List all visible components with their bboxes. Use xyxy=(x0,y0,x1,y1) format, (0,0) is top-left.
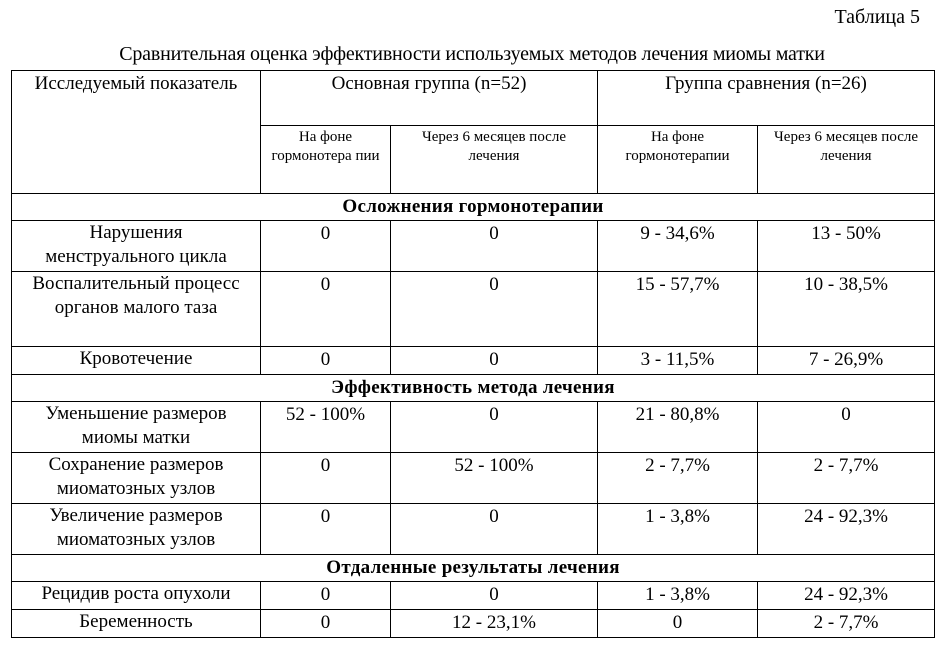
cell-main-after: 0 xyxy=(391,582,598,610)
header-param: Исследуемый показатель xyxy=(12,71,261,194)
table-row xyxy=(12,610,935,638)
row-param: Воспалительный процесс органов малого таза xyxy=(12,272,261,347)
table-row xyxy=(12,582,935,610)
cell-cmp-during: 1 - 3,8% xyxy=(598,582,758,610)
row-param: Беременность xyxy=(12,610,261,638)
header-cmp-after: Через 6 месяцев после лечения xyxy=(758,126,935,194)
section-title: Осложнения гормонотерапии xyxy=(12,194,935,221)
cell-cmp-during: 9 - 34,6% xyxy=(598,221,758,272)
section-row xyxy=(12,375,935,402)
table-caption: Сравнительная оценка эффективности используемых методов лечения миомы матки xyxy=(119,43,825,65)
section-row xyxy=(12,194,935,221)
cell-cmp-after: 24 - 92,3% xyxy=(758,504,935,555)
cell-cmp-after: 10 - 38,5% xyxy=(758,272,935,347)
row-param: Нарушения менструального цикла xyxy=(12,221,261,272)
cell-cmp-during: 15 - 57,7% xyxy=(598,272,758,347)
table-number-label: Таблица 5 xyxy=(834,6,920,28)
cell-cmp-during: 0 xyxy=(598,610,758,638)
header-compare-group: Группа сравнения (n=26) xyxy=(598,71,935,126)
table-row xyxy=(12,504,935,555)
cell-cmp-after: 2 - 7,7% xyxy=(758,610,935,638)
cell-main-after: 12 - 23,1% xyxy=(391,610,598,638)
cell-main-during: 52 - 100% xyxy=(261,402,391,453)
section-title: Отдаленные результаты лечения xyxy=(12,555,935,582)
header-main-during: На фоне гормонотера пии xyxy=(261,126,391,194)
cell-cmp-during: 21 - 80,8% xyxy=(598,402,758,453)
table-row xyxy=(12,221,935,272)
cell-main-after: 0 xyxy=(391,272,598,347)
cell-main-during: 0 xyxy=(261,453,391,504)
cell-main-after: 0 xyxy=(391,402,598,453)
cell-main-after: 0 xyxy=(391,221,598,272)
cell-main-during: 0 xyxy=(261,272,391,347)
section-row xyxy=(12,555,935,582)
cell-cmp-during: 1 - 3,8% xyxy=(598,504,758,555)
header-row-main xyxy=(12,71,935,126)
cell-cmp-after: 24 - 92,3% xyxy=(758,582,935,610)
cell-main-during: 0 xyxy=(261,582,391,610)
row-param: Увеличение размеров миоматозных узлов xyxy=(12,504,261,555)
row-param: Сохранение размеров миоматозных узлов xyxy=(12,453,261,504)
row-param: Кровотечение xyxy=(12,347,261,375)
cell-cmp-during: 3 - 11,5% xyxy=(598,347,758,375)
cell-main-after: 0 xyxy=(391,347,598,375)
cell-cmp-after: 7 - 26,9% xyxy=(758,347,935,375)
cell-main-during: 0 xyxy=(261,504,391,555)
table-row xyxy=(12,272,935,347)
cell-main-during: 0 xyxy=(261,221,391,272)
table-row xyxy=(12,402,935,453)
cell-main-after: 0 xyxy=(391,504,598,555)
cell-cmp-after: 2 - 7,7% xyxy=(758,453,935,504)
table-row xyxy=(12,347,935,375)
results-table xyxy=(11,70,935,638)
row-param: Рецидив роста опухоли xyxy=(12,582,261,610)
cell-cmp-after: 13 - 50% xyxy=(758,221,935,272)
cell-cmp-after: 0 xyxy=(758,402,935,453)
cell-cmp-during: 2 - 7,7% xyxy=(598,453,758,504)
section-title: Эффективность метода лечения xyxy=(12,375,935,402)
table-row xyxy=(12,453,935,504)
row-param: Уменьшение размеров миомы матки xyxy=(12,402,261,453)
cell-main-during: 0 xyxy=(261,610,391,638)
cell-main-after: 52 - 100% xyxy=(391,453,598,504)
header-cmp-during: На фоне гормонотерапии xyxy=(598,126,758,194)
header-main-group: Основная группа (n=52) xyxy=(261,71,598,126)
cell-main-during: 0 xyxy=(261,347,391,375)
header-main-after: Через 6 месяцев после лечения xyxy=(391,126,598,194)
